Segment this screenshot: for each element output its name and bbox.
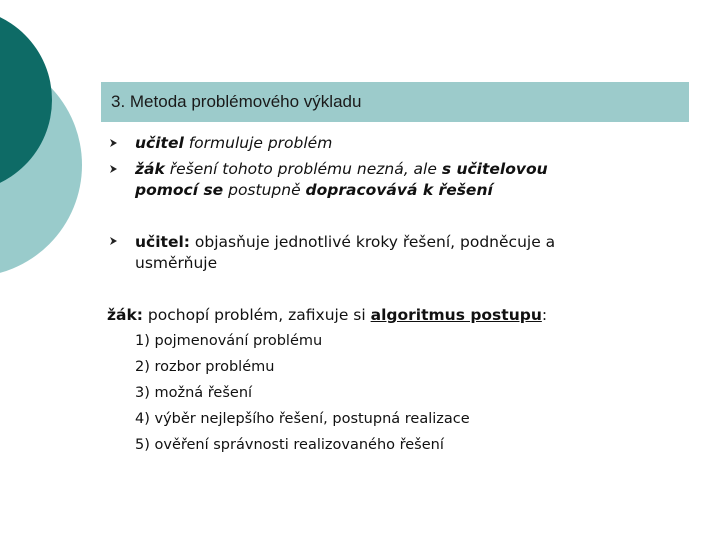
bullet-strong: učitel: [135, 233, 190, 251]
slide-title: 3. Metoda problémového výkladu [111, 92, 362, 111]
bullet-teacher-explains-line2 [135, 253, 217, 274]
summary-underlined: algoritmus postupu [370, 306, 542, 324]
step-item: 4) výběr nejlepšího řešení, postupná realizace [135, 411, 470, 427]
bullet-student-line1 [135, 159, 548, 180]
bullet-text: řešení tohoto problému nezná, ale [164, 160, 442, 178]
summary-tail: : [541, 306, 548, 324]
step-item: 1) pojmenování problému [135, 333, 323, 349]
summary-line [107, 305, 547, 326]
step-item: 2) rozbor problému [135, 359, 275, 375]
arrow-bullet-icon [109, 236, 118, 246]
bullet-strong: s učitelovou [441, 160, 548, 178]
bullet-text: usměrňuje [135, 254, 218, 272]
bullet-text: objasňuje jednotlivé kroky řešení, podněcuje a [189, 233, 556, 251]
step-item: 5) ověření správnosti realizovaného řešení [135, 437, 444, 453]
bullet-text: formuluje problém [183, 134, 333, 152]
bullet-student-line2 [135, 180, 493, 201]
bullet-strong: dopracovává k řešení [305, 181, 493, 199]
bullet-strong: učitel [135, 134, 184, 152]
arrow-bullet-icon [109, 164, 118, 174]
decorative-circles [0, 0, 120, 300]
summary-text: pochopí problém, zafixuje si [143, 306, 371, 324]
bullet-teacher-explains-line1 [135, 232, 555, 253]
title-band [101, 82, 689, 122]
arrow-bullet-icon [109, 138, 118, 148]
bullet-strong: žák [135, 160, 165, 178]
summary-strong: žák: [107, 306, 143, 324]
bullet-text: postupně [223, 181, 306, 199]
bullet-strong: pomocí se [135, 181, 224, 199]
bullet-teacher-formulates [135, 133, 332, 154]
step-item: 3) možná řešení [135, 385, 253, 401]
